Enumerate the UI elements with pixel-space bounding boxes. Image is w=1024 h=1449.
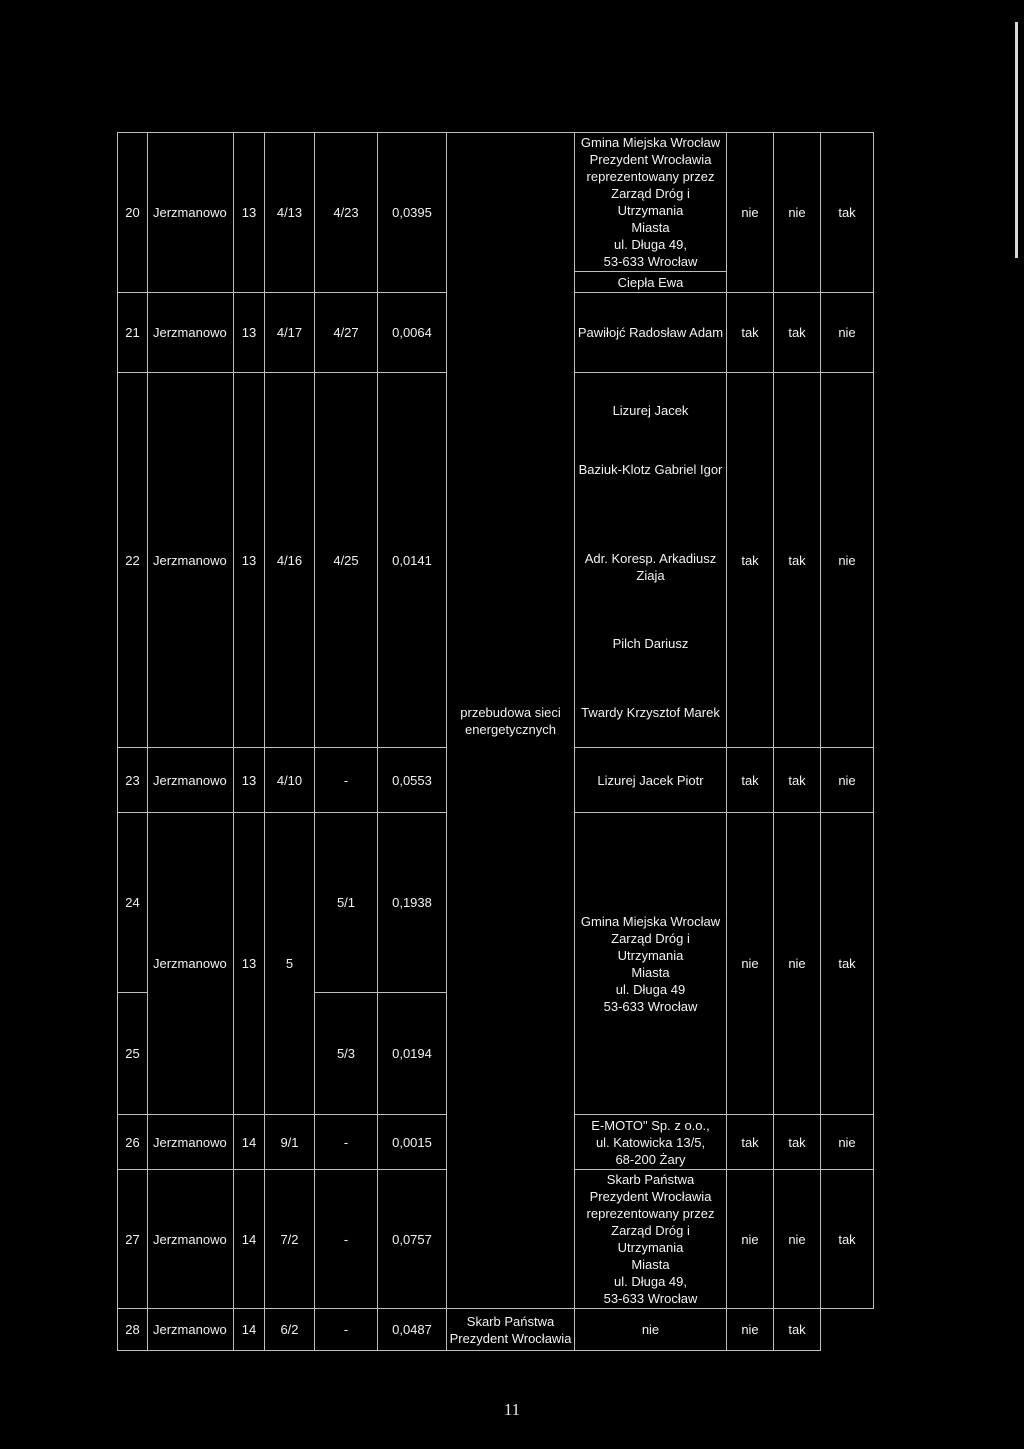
owner-cell: Skarb Państwa Prezydent Wrocławia xyxy=(447,1309,575,1351)
owner-list-cell xyxy=(575,373,727,748)
flag-cell-2: tak xyxy=(774,373,821,748)
owner-cell: Ciepła Ewa xyxy=(575,272,727,293)
owner-cell: Lizurej Jacek Piotr xyxy=(575,748,727,813)
flag-cell-3: nie xyxy=(821,293,874,373)
owner-name: Lizurej Jacek xyxy=(612,403,689,418)
flag-cell-2: tak xyxy=(774,1115,821,1170)
obreb-cell: Jerzmanowo xyxy=(148,373,234,748)
area-cell: 0,0064 xyxy=(378,293,447,373)
parcel-after-cell: - xyxy=(315,1309,378,1351)
flag-cell-2: nie xyxy=(774,133,821,293)
flag-cell-1: tak xyxy=(727,373,774,748)
parcel-after-cell: - xyxy=(315,1170,378,1309)
lp-cell: 22 xyxy=(118,373,148,748)
parcel-after-cell: 4/27 xyxy=(315,293,378,373)
area-cell: 0,1938 xyxy=(378,813,447,993)
page-number: 11 xyxy=(503,1400,521,1419)
area-cell: 0,0395 xyxy=(378,133,447,293)
flag-cell-3: tak xyxy=(821,1170,874,1309)
lp-cell: 23 xyxy=(118,748,148,813)
area-cell: 0,0553 xyxy=(378,748,447,813)
flag-cell-2: nie xyxy=(727,1309,774,1351)
owner-cell: Pawiłojć Radosław Adam xyxy=(575,293,727,373)
am-cell: 13 xyxy=(234,293,265,373)
parcel-before-cell: 5 xyxy=(265,813,315,1115)
flag-cell-3: tak xyxy=(821,813,874,1115)
lp-cell: 24 xyxy=(118,813,148,993)
obreb-cell: Jerzmanowo xyxy=(148,1115,234,1170)
parcel-after-cell: 5/3 xyxy=(315,993,378,1115)
parcel-before-cell: 7/2 xyxy=(265,1170,315,1309)
lp-cell: 28 xyxy=(118,1309,148,1351)
parcel-before-cell: 6/2 xyxy=(265,1309,315,1351)
obreb-cell: Jerzmanowo xyxy=(148,293,234,373)
parcel-before-cell: 4/16 xyxy=(265,373,315,748)
am-cell: 13 xyxy=(234,373,265,748)
parcel-after-cell: - xyxy=(315,748,378,813)
table-row xyxy=(118,133,874,272)
flag-cell-3: nie xyxy=(821,1115,874,1170)
area-cell: 0,0757 xyxy=(378,1170,447,1309)
obreb-cell: Jerzmanowo xyxy=(148,1170,234,1309)
parcel-after-cell: 5/1 xyxy=(315,813,378,993)
flag-cell-1: tak xyxy=(727,748,774,813)
owner-name: Baziuk-Klotz Gabriel Igor xyxy=(578,462,723,477)
am-cell: 13 xyxy=(234,748,265,813)
lp-cell: 27 xyxy=(118,1170,148,1309)
parcel-after-cell: - xyxy=(315,1115,378,1170)
flag-cell-2: tak xyxy=(774,748,821,813)
am-cell: 13 xyxy=(234,133,265,293)
parcel-before-cell: 4/13 xyxy=(265,133,315,293)
parcel-after-cell: 4/23 xyxy=(315,133,378,293)
flag-cell-2: nie xyxy=(774,1170,821,1309)
flag-cell-1: tak xyxy=(727,1115,774,1170)
flag-cell-3: nie xyxy=(821,373,874,748)
scan-edge-line xyxy=(1015,22,1018,258)
parcel-after-cell: 4/25 xyxy=(315,373,378,748)
am-cell: 14 xyxy=(234,1170,265,1309)
owner-cell: Skarb Państwa Prezydent Wrocławia reprezentowany przez Zarząd Dróg i Utrzymania Miasta ul. Długa 49, 53-633 Wrocław xyxy=(575,1170,727,1309)
parcel-before-cell: 4/10 xyxy=(265,748,315,813)
owner-name: Adr. Koresp. Arkadiusz Ziaja xyxy=(584,551,717,583)
am-cell: 13 xyxy=(234,813,265,1115)
scope-merged-cell: przebudowa sieci energetycznych xyxy=(447,133,575,1309)
flag-cell-2: tak xyxy=(774,293,821,373)
owner-cell: Gmina Miejska Wrocław Prezydent Wrocławia reprezentowany przez Zarząd Dróg i Utrzymania Miasta ul. Długa 49, 53-633 Wrocław xyxy=(575,133,727,272)
flag-cell-1: nie xyxy=(575,1309,727,1351)
lp-cell: 26 xyxy=(118,1115,148,1170)
obreb-cell: Jerzmanowo xyxy=(148,133,234,293)
am-cell: 14 xyxy=(234,1115,265,1170)
flag-cell-1: nie xyxy=(727,1170,774,1309)
flag-cell-2: nie xyxy=(774,813,821,1115)
flag-cell-1: nie xyxy=(727,133,774,293)
obreb-cell: Jerzmanowo xyxy=(148,748,234,813)
owner-cell: Gmina Miejska Wrocław Zarząd Dróg i Utrzymania Miasta ul. Długa 49 53-633 Wrocław xyxy=(575,813,727,1115)
owner-name: Twardy Krzysztof Marek xyxy=(581,705,720,720)
lp-cell: 21 xyxy=(118,293,148,373)
flag-cell-1: nie xyxy=(727,813,774,1115)
lp-cell: 20 xyxy=(118,133,148,293)
obreb-cell: Jerzmanowo xyxy=(148,813,234,1115)
flag-cell-1: tak xyxy=(727,293,774,373)
table-row xyxy=(118,1309,874,1351)
parcel-before-cell: 4/17 xyxy=(265,293,315,373)
flag-cell-3: nie xyxy=(821,748,874,813)
parcel-before-cell: 9/1 xyxy=(265,1115,315,1170)
flag-cell-3: tak xyxy=(821,133,874,293)
obreb-cell: Jerzmanowo xyxy=(148,1309,234,1351)
parcel-table xyxy=(117,132,874,1351)
area-cell: 0,0487 xyxy=(378,1309,447,1351)
lp-cell: 25 xyxy=(118,993,148,1115)
am-cell: 14 xyxy=(234,1309,265,1351)
area-cell: 0,0194 xyxy=(378,993,447,1115)
area-cell: 0,0015 xyxy=(378,1115,447,1170)
owner-name: Pilch Dariusz xyxy=(612,636,689,651)
area-cell: 0,0141 xyxy=(378,373,447,748)
flag-cell-3: tak xyxy=(774,1309,821,1351)
owner-cell: E-MOTO" Sp. z o.o., ul. Katowicka 13/5, 68-200 Żary xyxy=(575,1115,727,1170)
